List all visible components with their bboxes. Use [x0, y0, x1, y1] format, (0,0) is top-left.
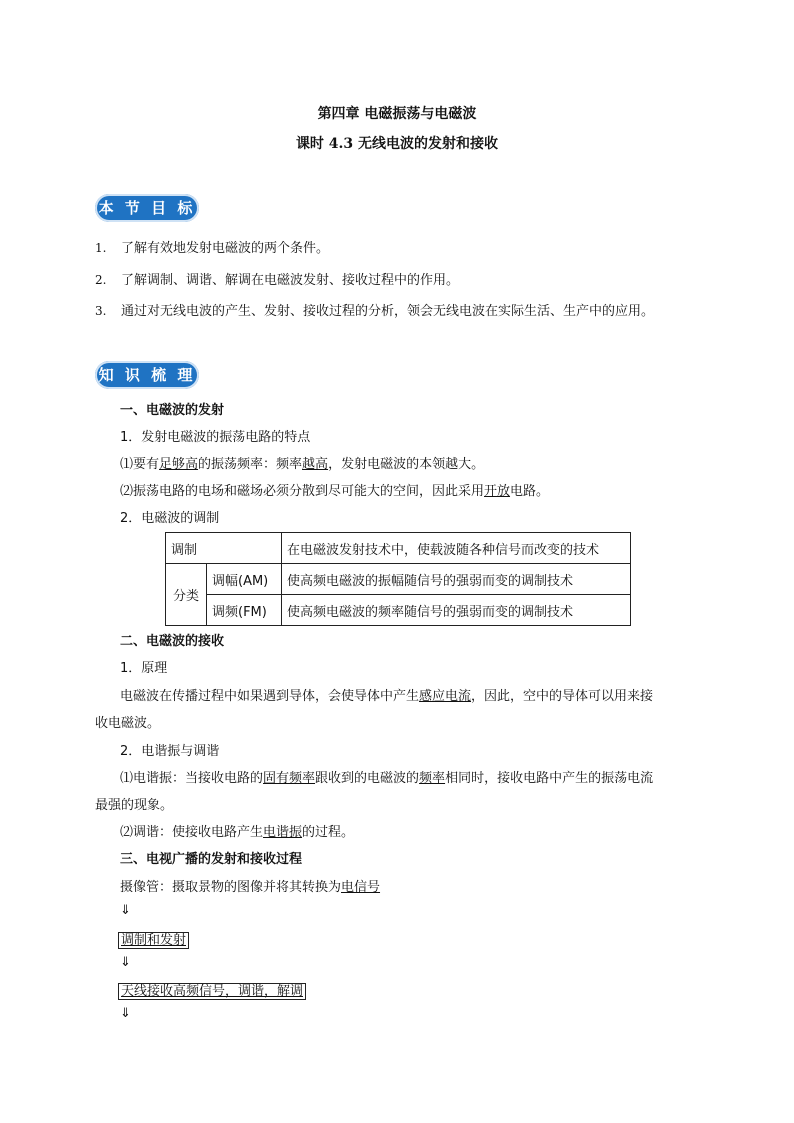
text: ，发射电磁波的本领越大。	[328, 457, 485, 472]
goal-item	[95, 269, 459, 288]
goal-number: 3.	[95, 304, 107, 318]
down-arrow-icon: ⇓	[120, 955, 131, 970]
table-cell: 使高频电磁波的振幅随信号的强弱而变的调制技术	[282, 564, 631, 595]
table-cell: 分类	[166, 564, 207, 626]
text: 的振荡频率：频率	[198, 457, 303, 472]
text: ⑵振荡电路的电场和磁场必须分散到尽可能大的空间，因此采用	[120, 484, 485, 499]
text: 电磁波在传播过程中如果遇到导体，会使导体中产生	[120, 689, 420, 704]
table-row	[166, 533, 631, 564]
section-heading: 三、电视广播的发射和接收过程	[120, 852, 303, 867]
table-cell: 调制	[166, 533, 282, 564]
underlined-answer: 频率	[419, 771, 446, 786]
paragraph	[120, 767, 653, 786]
underlined-answer: 越高	[302, 457, 329, 472]
goal-item	[95, 237, 329, 256]
table-cell: 调幅(AM)	[207, 564, 282, 595]
down-arrow-icon: ⇓	[120, 1006, 131, 1021]
underlined-answer: 开放	[484, 484, 511, 499]
section-heading: 二、电磁波的接收	[120, 634, 225, 649]
underlined-answer: 固有频率	[263, 771, 316, 786]
lesson-title: 课时 4.3 无线电波的发射和接收	[295, 136, 499, 152]
paragraph	[120, 480, 549, 499]
paragraph	[120, 453, 484, 472]
table-cell: 使高频电磁波的频率随信号的强弱而变的调制技术	[282, 595, 631, 626]
section-heading: 一、电磁波的发射	[120, 403, 225, 418]
chapter-title: 第四章 电磁振荡与电磁波	[317, 106, 477, 122]
knowledge-badge: 知 识 梳 理	[95, 361, 199, 389]
goal-item	[95, 300, 654, 319]
goal-text: 了解有效地发射电磁波的两个条件。	[121, 241, 330, 256]
underlined-answer: 电信号	[341, 880, 381, 895]
underlined-answer: 足够高	[159, 457, 199, 472]
paragraph: 最强的现象。	[95, 798, 174, 813]
goal-text: 通过对无线电波的产生、发射、接收过程的分析，领会无线电波在实际生活、生产中的应用。	[121, 304, 655, 319]
text: ⑴电谐振：当接收电路的	[120, 771, 264, 786]
goal-number: 2.	[95, 273, 107, 287]
text: ，因此，空中的导体可以用来接	[471, 689, 654, 704]
paragraph	[120, 685, 653, 704]
table-row	[166, 595, 631, 626]
table-cell: 在电磁波发射技术中，使载波随各种信号而改变的技术	[282, 533, 631, 564]
flow-box: 调制和发射	[118, 932, 189, 949]
down-arrow-icon: ⇓	[120, 903, 131, 918]
paragraph	[120, 876, 380, 895]
text: 摄像管：摄取景物的图像并将其转换为	[120, 880, 342, 895]
goal-number: 1.	[95, 241, 107, 255]
text: 电路。	[510, 484, 550, 499]
paragraph: 2．电磁波的调制	[120, 511, 220, 526]
text: 相同时，接收电路中产生的振荡电流	[445, 771, 654, 786]
table-row	[166, 564, 631, 595]
text: ⑵调谐：使接收电路产生	[120, 825, 264, 840]
goal-text: 了解调制、调谐、解调在电磁波发射、接收过程中的作用。	[121, 273, 460, 288]
goals-badge: 本 节 目 标	[95, 194, 199, 222]
text: 跟收到的电磁波的	[315, 771, 420, 786]
flow-step	[118, 980, 306, 999]
underlined-answer: 感应电流	[419, 689, 472, 704]
paragraph: 1．原理	[120, 661, 168, 676]
paragraph: 1．发射电磁波的振荡电路的特点	[120, 430, 311, 445]
underlined-answer: 电谐振	[263, 825, 303, 840]
paragraph: 收电磁波。	[95, 716, 161, 731]
flow-box: 天线接收高频信号，调谐，解调	[118, 983, 306, 1000]
text: ⑴要有	[120, 457, 160, 472]
modulation-table	[165, 532, 631, 626]
text: 的过程。	[302, 825, 355, 840]
flow-step	[118, 929, 189, 948]
paragraph: 2．电谐振与调谐	[120, 744, 220, 759]
table-cell: 调频(FM)	[207, 595, 282, 626]
paragraph	[120, 821, 354, 840]
